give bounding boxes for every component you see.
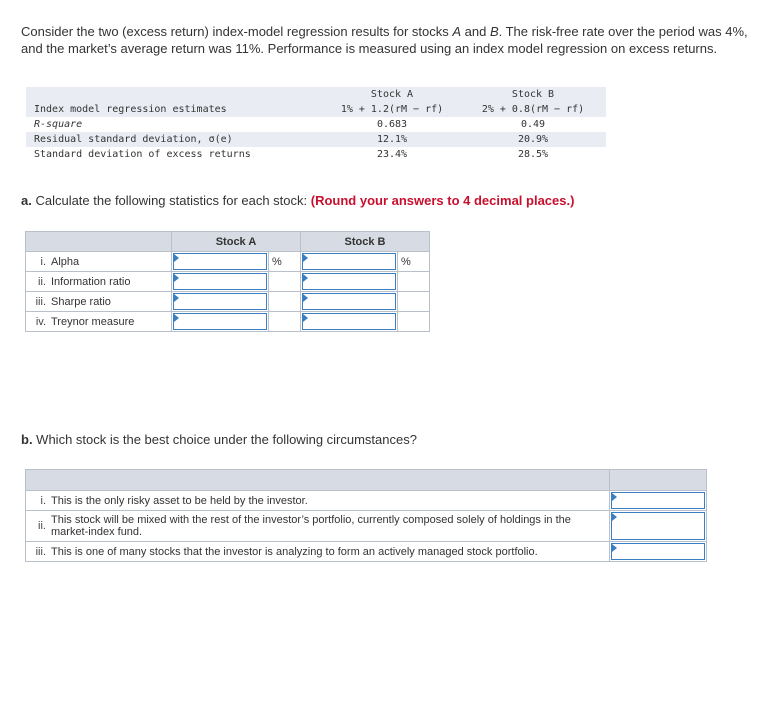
r-square-b: 0.49 bbox=[520, 119, 546, 130]
circumstance-text: This is one of many stocks that the investor is analyzing to form an actively managed stock portfolio. bbox=[48, 542, 610, 562]
percent-unit: % bbox=[398, 252, 430, 272]
col-stock-a: Stock A bbox=[172, 232, 301, 252]
table-row: iii. This is one of many stocks that the investor is analyzing to form an actively managed stock portfolio. bbox=[26, 542, 707, 562]
answer-table-a-header bbox=[26, 232, 430, 252]
answer-table-a bbox=[25, 231, 430, 332]
dropdown-arrow-icon bbox=[303, 314, 308, 322]
excess-sd-label: Standard deviation of excess returns bbox=[34, 149, 251, 160]
dropdown-arrow-icon bbox=[612, 544, 617, 552]
row-label-alpha: Alpha bbox=[48, 252, 172, 272]
regression-stock-b: 2% + 0.8(rM − rf) bbox=[481, 104, 585, 115]
answer-table-b bbox=[25, 469, 707, 562]
table-row: i. This is the only risky asset to be held by the investor. bbox=[26, 491, 707, 511]
table-row: iv. Treynor measure bbox=[26, 312, 430, 332]
table-row: i. Alpha % % bbox=[26, 252, 430, 272]
col-stock-b: Stock B bbox=[301, 232, 430, 252]
regression-stock-a: 1% + 1.2(rM − rf) bbox=[340, 104, 444, 115]
answer-table-b-header bbox=[26, 470, 707, 491]
row-label-information-ratio: Information ratio bbox=[48, 272, 172, 292]
sharpe-stock-b-input[interactable] bbox=[302, 293, 396, 310]
dropdown-arrow-icon bbox=[612, 513, 617, 521]
table-row: iii. Sharpe ratio bbox=[26, 292, 430, 312]
dropdown-arrow-icon bbox=[174, 294, 179, 302]
dropdown-arrow-icon bbox=[612, 493, 617, 501]
alpha-stock-b-input[interactable] bbox=[302, 253, 396, 270]
stock-a-ref: A bbox=[452, 24, 462, 39]
percent-unit: % bbox=[269, 252, 301, 272]
stock-b-header: Stock B bbox=[511, 89, 555, 100]
dropdown-arrow-icon bbox=[174, 274, 179, 282]
residual-sd-label: Residual standard deviation, σ(e) bbox=[34, 134, 233, 145]
residual-sd-b: 20.9% bbox=[517, 134, 549, 145]
alpha-stock-a-input[interactable] bbox=[173, 253, 267, 270]
regression-results-table bbox=[26, 87, 606, 162]
table-row: ii. This stock will be mixed with the rest of the investor’s portfolio, currently composed solely of holdings in the market-index fund. bbox=[26, 511, 707, 542]
r-square-label: R-square bbox=[34, 119, 83, 130]
best-stock-select-3[interactable] bbox=[611, 543, 705, 560]
info-ratio-stock-b-input[interactable] bbox=[302, 273, 396, 290]
residual-sd-a: 12.1% bbox=[376, 134, 408, 145]
regression-label: Index model regression estimates bbox=[34, 104, 227, 115]
dropdown-arrow-icon bbox=[174, 314, 179, 322]
best-stock-select-1[interactable] bbox=[611, 492, 705, 509]
excess-sd-a: 23.4% bbox=[376, 149, 408, 160]
regression-header-row bbox=[26, 87, 606, 117]
problem-statement: Consider the two (excess return) index-model regression results for stocks A and B. The risk-free rate over the period was 4%, and the market’s average return was 11%. Performance is measured using an index model regression on excess returns. bbox=[21, 24, 748, 56]
circumstance-text: This stock will be mixed with the rest of the investor’s portfolio, currently composed solely of holdings in the market-index fund. bbox=[48, 511, 610, 542]
stock-a-header: Stock A bbox=[370, 89, 414, 100]
residual-sd-row bbox=[26, 132, 606, 147]
row-label-treynor-measure: Treynor measure bbox=[48, 312, 172, 332]
row-label-sharpe-ratio: Sharpe ratio bbox=[48, 292, 172, 312]
dropdown-arrow-icon bbox=[303, 274, 308, 282]
question-b: b. Which stock is the best choice under the following circumstances? bbox=[21, 432, 417, 447]
r-square-a: 0.683 bbox=[376, 119, 408, 130]
rounding-instruction: (Round your answers to 4 decimal places.) bbox=[310, 193, 575, 208]
dropdown-arrow-icon bbox=[303, 254, 308, 262]
dropdown-arrow-icon bbox=[174, 254, 179, 262]
sharpe-stock-a-input[interactable] bbox=[173, 293, 267, 310]
r-square-row bbox=[26, 117, 606, 132]
info-ratio-stock-a-input[interactable] bbox=[173, 273, 267, 290]
excess-sd-b: 28.5% bbox=[517, 149, 549, 160]
treynor-stock-a-input[interactable] bbox=[173, 313, 267, 330]
circumstance-text: This is the only risky asset to be held by the investor. bbox=[48, 491, 610, 511]
question-a: a. Calculate the following statistics for each stock: (Round your answers to 4 decimal places.) bbox=[21, 193, 575, 208]
excess-sd-row bbox=[26, 147, 606, 162]
dropdown-arrow-icon bbox=[303, 294, 308, 302]
table-row: ii. Information ratio bbox=[26, 272, 430, 292]
best-stock-select-2[interactable] bbox=[611, 512, 705, 540]
stock-b-ref: B bbox=[489, 24, 499, 39]
treynor-stock-b-input[interactable] bbox=[302, 313, 396, 330]
